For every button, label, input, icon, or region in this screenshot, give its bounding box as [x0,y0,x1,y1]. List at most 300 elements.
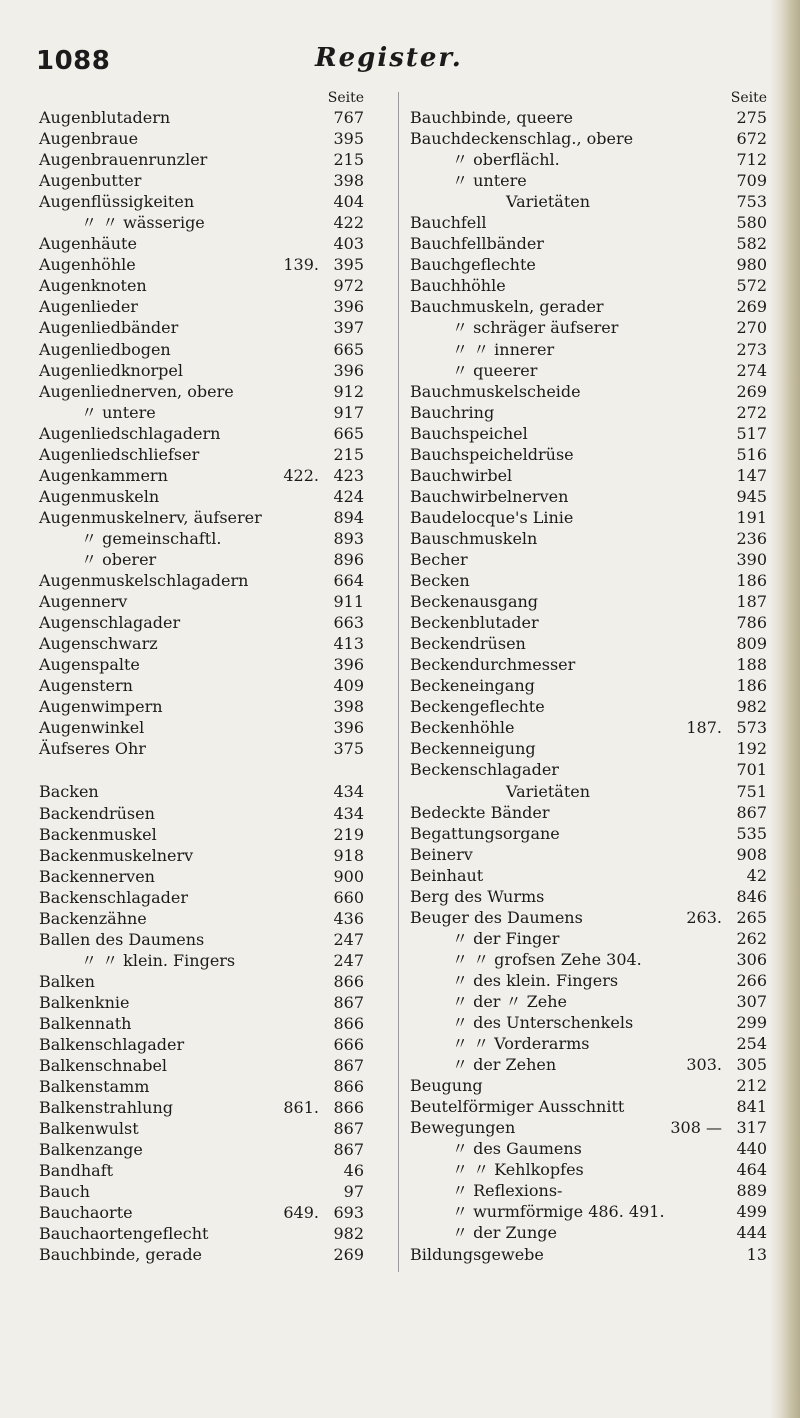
index-entry [39,528,364,549]
index-entry [410,717,767,738]
entry-page: 663 [333,613,364,633]
index-entry [410,1012,767,1033]
entry-term: Beinerv [410,844,473,864]
running-title: Register. [315,43,463,73]
entry-term: Balken [39,971,95,991]
index-entry [39,1055,364,1076]
index-entry [39,339,364,360]
index-entry [410,1244,767,1265]
index-entry [410,696,767,717]
index-entry [410,907,767,928]
entry-term: Augenliednerven, obere [39,381,234,401]
index-entry [410,381,767,402]
index-entry [39,1181,364,1202]
entry-first-page: 861. [283,1098,319,1118]
entry-term: 〃 〃 Vorderarms [452,1034,590,1054]
entry-first-page: 308 — [670,1118,722,1138]
entry-page: 572 [736,276,767,296]
index-entry [410,823,767,844]
entry-term: 〃 der 〃 Zehe [452,991,567,1011]
left-column [39,89,364,1266]
entry-term: Augenbrauenrunzler [39,150,208,170]
index-entry [410,675,767,696]
entry-page: 403 [333,234,364,254]
entry-page: 46 [343,1161,364,1181]
entry-page: 665 [333,423,364,443]
entry-term: Augenschlagader [39,613,181,633]
entry-page: 912 [333,381,364,401]
entry-term: Augenliedschliefser [39,444,200,464]
entry-term: Augenwimpern [39,697,163,717]
index-entry [410,886,767,907]
index-entry [39,803,364,824]
entry-page: 786 [736,613,767,633]
entry-term: Augenkammern [39,465,168,485]
entry-page: 398 [333,697,364,717]
index-entry [410,296,767,317]
entry-term: Baudelocque's Linie [410,507,574,527]
entry-term: Bildungsgewebe [410,1244,544,1264]
index-entry [39,507,364,528]
entry-term: 〃 der Finger [452,928,560,948]
entry-page: 186 [736,571,767,591]
entry-term: Augenspalte [39,655,140,675]
entry-term: Beckengeflechte [410,697,545,717]
entry-term: 〃 untere [452,171,527,191]
entry-page: 444 [736,1223,767,1243]
entry-page: 434 [333,803,364,823]
entry-page: 767 [333,108,364,127]
entry-page: 917 [333,402,364,422]
entry-page: 665 [333,339,364,359]
entry-first-page: 303. [686,1055,722,1075]
index-entry [410,233,767,254]
entry-term: Bauchring [410,402,495,422]
index-entry [410,1096,767,1117]
index-entry [410,444,767,465]
entry-term: 〃 der Zunge [452,1223,557,1243]
entry-page: 13 [746,1244,767,1264]
entry-page: 980 [736,255,767,275]
index-entry [410,402,767,423]
index-entry [410,633,767,654]
entry-page: 191 [736,507,767,527]
index-entry [410,844,767,865]
index-entry [39,107,364,128]
entry-page: 866 [333,971,364,991]
entry-term: Augenhöhle [39,255,136,275]
entry-page: 499 [736,1202,767,1222]
entry-page: 306 [736,949,767,969]
entry-term: Bewegungen [410,1118,516,1138]
index-entry [410,949,767,970]
entry-page: 972 [333,276,364,296]
index-entry [39,360,364,381]
index-entry [410,275,767,296]
entry-page: 751 [736,781,767,801]
entry-page: 398 [333,171,364,191]
index-entry [410,1033,767,1054]
entry-term: Augenmuskelnerv, äufserer [39,507,262,527]
index-entry [39,887,364,908]
entry-page: 265 [736,907,767,927]
entry-term: Beutelförmiger Ausschnitt [410,1097,625,1117]
entry-page: 841 [736,1097,767,1117]
entry-page: 396 [333,297,364,317]
index-entry [410,570,767,591]
seite-label: Seite [327,90,364,106]
right-column [410,89,767,1265]
entry-page: 270 [736,318,767,338]
index-entry [39,1013,364,1034]
entry-term: 〃 〃 innerer [452,339,555,359]
entry-term: 〃 〃 grofsen Zehe 304. [452,949,642,969]
entry-page: 660 [333,887,364,907]
entry-page: 424 [333,486,364,506]
entry-page: 236 [736,528,767,548]
entry-term: 〃 des Unterschenkels [452,1013,634,1033]
entry-page: 436 [333,908,364,928]
page-number: 1088 [36,46,111,76]
entry-page: 396 [333,718,364,738]
entry-term: Augenmuskeln [39,486,160,506]
index-entry [410,991,767,1012]
index-entry [39,675,364,696]
entry-term: Augenknoten [39,276,147,296]
entry-page: 317 [736,1118,767,1138]
index-entry [39,423,364,444]
entry-term: Bauchspeichel [410,423,528,443]
index-entry [39,381,364,402]
entry-page: 516 [736,444,767,464]
index-entry [410,1075,767,1096]
index-entry [39,1244,364,1265]
index-entry [39,549,364,570]
entry-page: 809 [736,634,767,654]
index-entry [410,1180,767,1201]
entry-first-page: 422. [283,465,319,485]
index-entry [39,317,364,338]
index-entry [410,339,767,360]
index-entry [39,971,364,992]
entry-term: Bauchbinde, queere [410,108,574,127]
entry-page: 866 [333,1098,364,1118]
entry-page: 187 [736,592,767,612]
entry-term: Balkenschlagader [39,1035,185,1055]
index-entry [410,149,767,170]
entry-page: 440 [736,1139,767,1159]
entry-term: Backen [39,782,99,802]
entry-page: 982 [736,697,767,717]
index-entry [39,465,364,486]
entry-term: Bauchdeckenschlag., obere [410,129,634,149]
entry-term: Balkennath [39,1013,132,1033]
entry-term: 〃 〃 klein. Fingers [81,950,236,970]
entry-page: 404 [333,192,364,212]
entry-page: 307 [736,991,767,1011]
entry-term: Backenmuskelnerv [39,845,194,865]
entry-page: 664 [333,571,364,591]
entry-term: 〃 des klein. Fingers [452,970,619,990]
entry-term: Ballen des Daumens [39,929,205,949]
index-entry [410,591,767,612]
entry-page: 672 [736,129,767,149]
entry-term: Balkenwulst [39,1119,139,1139]
entry-term: Augenblutadern [39,108,171,127]
entry-term: Bauschmuskeln [410,528,538,548]
entry-term: 〃 oberflächl. [452,150,560,170]
entry-page: 396 [333,360,364,380]
index-entry [39,992,364,1013]
entry-page: 188 [736,655,767,675]
index-entry [410,254,767,275]
entry-term: 〃 Reflexions- [452,1181,563,1201]
entry-page: 269 [736,297,767,317]
entry-term: Balkenstamm [39,1077,150,1097]
entry-term: Bedeckte Bänder [410,802,550,822]
entry-term: Beuger des Daumens [410,907,583,927]
entry-page: 212 [736,1076,767,1096]
entry-term: Bauchspeicheldrüse [410,444,574,464]
entry-term: Backendrüsen [39,803,155,823]
entry-page: 397 [333,318,364,338]
entry-term: Beinhaut [410,865,484,885]
entry-page: 254 [736,1034,767,1054]
index-entry [410,107,767,128]
column-divider [398,92,399,1272]
index-entry [410,1201,767,1222]
entry-term: 〃 untere [81,402,156,422]
entry-term: 〃 〃 wässerige [81,213,205,233]
entry-page: 867 [333,992,364,1012]
index-entry [39,866,364,887]
entry-term: Augenliedschlagadern [39,423,221,443]
entry-term: Augenbraue [39,129,139,149]
entry-page: 889 [736,1181,767,1201]
entry-term: Begattungsorgane [410,823,560,843]
entry-term: Äufseres Ohr [39,739,146,759]
entry-page: 893 [333,528,364,548]
index-entry [410,128,767,149]
entry-page: 266 [736,970,767,990]
index-entry [39,149,364,170]
entry-page: 918 [333,845,364,865]
index-entry [39,1097,364,1118]
entry-page: 867 [333,1119,364,1139]
index-entry [39,612,364,633]
index-entry [39,908,364,929]
index-entry [410,507,767,528]
seite-label: Seite [730,90,767,106]
index-entry [39,1034,364,1055]
entry-term: Beckenschlagader [410,760,559,780]
entry-first-page: 263. [686,907,722,927]
entry-page: 395 [333,255,364,275]
entry-page: 273 [736,339,767,359]
entry-page: 982 [333,1224,364,1244]
entry-term: Bauchfell [410,213,487,233]
index-entry [410,781,767,802]
entry-page: 894 [333,507,364,527]
entry-first-page: 139. [283,255,319,275]
entry-term: 〃 gemeinschaftl. [81,528,222,548]
entry-page: 535 [736,823,767,843]
entry-term: Bauchmuskeln, gerader [410,297,604,317]
entry-page: 215 [333,150,364,170]
entry-page: 693 [333,1203,364,1223]
entry-term: Bandhaft [39,1161,114,1181]
entry-term: Augenflüssigkeiten [39,192,195,212]
entry-page: 867 [333,1140,364,1160]
entry-term: Varietäten [506,192,591,212]
entry-term: Balkenschnabel [39,1056,168,1076]
entry-page: 434 [333,782,364,802]
entry-term: 〃 oberer [81,549,157,569]
index-entry [410,317,767,338]
index-entry [410,1159,767,1180]
index-entry [410,1222,767,1243]
entry-page: 867 [333,1056,364,1076]
entry-term: Bauchfellbänder [410,234,544,254]
entry-term: 〃 des Gaumens [452,1139,582,1159]
entry-page: 97 [343,1182,364,1202]
entry-term: Augenliedbänder [39,318,179,338]
entry-page: 215 [333,444,364,464]
entry-term: Augenhäute [39,234,137,254]
entry-term: 〃 〃 Kehlkopfes [452,1160,584,1180]
entry-page: 262 [736,928,767,948]
entry-term: Bauchaortengeflecht [39,1224,209,1244]
entry-term: Bauchgeflechte [410,255,536,275]
entry-page: 908 [736,844,767,864]
section-gap [39,759,364,781]
entry-term: Balkenknie [39,992,130,1012]
index-entry [39,696,364,717]
index-entry [39,444,364,465]
index-entry [410,654,767,675]
index-entry [39,824,364,845]
entry-term: Beckenhöhle [410,718,515,738]
entry-term: Augenmuskelschlagadern [39,571,249,591]
index-entry [39,296,364,317]
entry-term: Backenzähne [39,908,147,928]
entry-term: Augenliedknorpel [39,360,183,380]
index-entry [39,128,364,149]
index-entry [39,275,364,296]
index-entry [39,950,364,971]
entry-first-page: 649. [283,1203,319,1223]
index-entry [410,465,767,486]
entry-page: 573 [736,718,767,738]
index-entry [410,865,767,886]
entry-term: Bauch [39,1182,90,1202]
index-entry [39,402,364,423]
index-entry [39,254,364,275]
entry-term: Bauchwirbelnerven [410,486,569,506]
entry-page: 390 [736,549,767,569]
index-entry [410,212,767,233]
index-entry [410,486,767,507]
entry-term: Backennerven [39,866,155,886]
entry-term: Bauchhöhle [410,276,506,296]
entry-page: 247 [333,950,364,970]
entry-page: 413 [333,634,364,654]
entry-page: 299 [736,1013,767,1033]
entry-term: Balkenzange [39,1140,143,1160]
index-entry [39,1118,364,1139]
index-entry [39,170,364,191]
entry-term: Augenschwarz [39,634,158,654]
entry-page: 900 [333,866,364,886]
index-entry [410,970,767,991]
index-entry [39,591,364,612]
entry-page: 712 [736,150,767,170]
entry-term: 〃 wurmförmige 486. 491. [452,1202,665,1222]
entry-page: 147 [736,465,767,485]
entry-term: 〃 queerer [452,360,538,380]
entry-term: Bauchmuskelscheide [410,381,581,401]
entry-term: Augennerv [39,592,128,612]
index-entry [410,1117,767,1138]
index-entry [39,781,364,802]
entry-first-page: 187. [686,718,722,738]
index-entry [410,170,767,191]
entry-term: Augenlieder [39,297,138,317]
entry-page: 186 [736,676,767,696]
page-edge [770,0,800,1418]
index-entry [410,928,767,949]
entry-term: Bauchbinde, gerade [39,1245,203,1265]
entry-page: 709 [736,171,767,191]
index-entry [410,1138,767,1159]
entry-page: 305 [736,1055,767,1075]
index-entry [39,845,364,866]
index-entry [39,191,364,212]
entry-page: 866 [333,1013,364,1033]
index-entry [410,738,767,759]
index-entry [410,1054,767,1075]
entry-page: 375 [333,739,364,759]
index-entry [39,738,364,759]
entry-term: Beckendurchmesser [410,655,576,675]
index-entry [39,654,364,675]
entry-term: Beckenneigung [410,739,536,759]
entry-term: Backenschlagader [39,887,188,907]
index-entry [39,1223,364,1244]
entry-page: 846 [736,886,767,906]
entry-page: 701 [736,760,767,780]
entry-term: Augenwinkel [39,718,145,738]
index-entry [39,233,364,254]
entry-page: 423 [333,465,364,485]
entry-page: 42 [746,865,767,885]
index-entry [39,1160,364,1181]
entry-page: 666 [333,1035,364,1055]
index-entry [410,802,767,823]
entry-page: 517 [736,423,767,443]
entry-term: Balkenstrahlung [39,1098,173,1118]
entry-page: 409 [333,676,364,696]
entry-page: 580 [736,213,767,233]
entry-term: Beckeneingang [410,676,535,696]
entry-term: 〃 schräger äufserer [452,318,619,338]
index-entry [410,612,767,633]
entry-term: Bauchaorte [39,1203,133,1223]
entry-page: 945 [736,486,767,506]
index-entry [39,633,364,654]
entry-term: Augenliedbogen [39,339,171,359]
entry-page: 867 [736,802,767,822]
